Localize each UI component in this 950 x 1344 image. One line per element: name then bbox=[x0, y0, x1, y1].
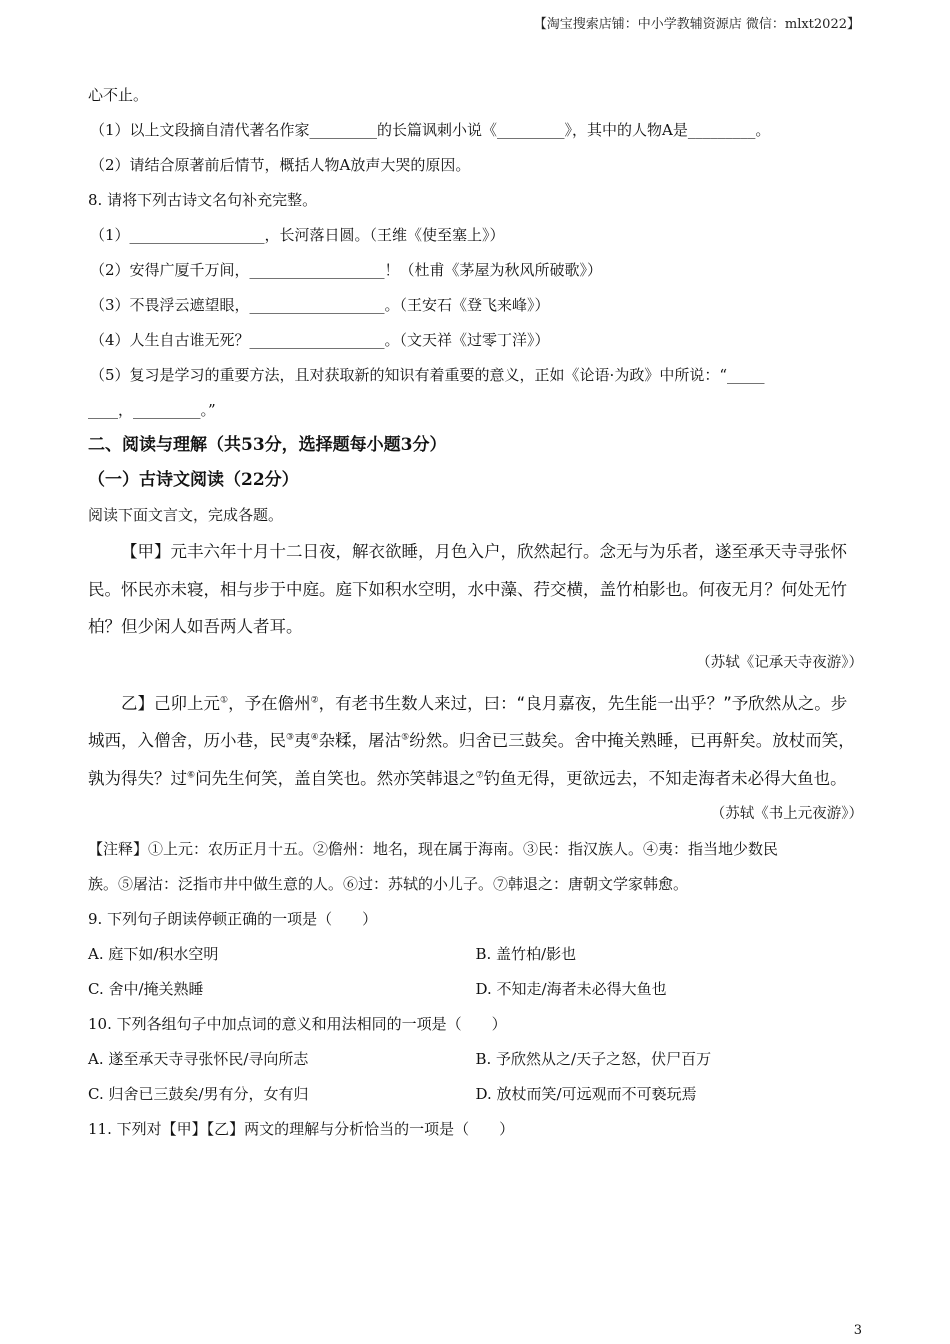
passage-b-text: 步城西，入僧舍，历小巷，民 bbox=[88, 693, 848, 750]
passage-a-source: （苏轼《记承天寺夜游》） bbox=[696, 654, 863, 671]
reading-instruction: 阅读下面文言文，完成各题。 bbox=[88, 506, 284, 524]
passage-b-text: ，予在儋州 bbox=[228, 693, 311, 713]
passage-b-source: （苏轼《书上元夜游》） bbox=[710, 806, 863, 822]
question-9-stem: 9. 下列句子朗读停顿正确的一项是（ ） bbox=[88, 910, 378, 928]
option-c: C. 归舍已三鼓矣/男有分，女有归 bbox=[88, 1085, 309, 1103]
option-a: A. 庭下如/积水空明 bbox=[88, 945, 219, 963]
notes-line: 【注释】①上元：农历正月十五。②儋州：地名，现在属于海南。③民：指汉族人。④夷：指当地少数民 bbox=[88, 840, 779, 858]
option-b: B. 盖竹柏/影也 bbox=[475, 945, 577, 963]
text-line: 心不止。 bbox=[88, 86, 149, 104]
question-9-options bbox=[88, 937, 863, 972]
passage-b-text: 问先生何笑，盖自笑也。然亦笑韩退之 bbox=[195, 768, 476, 788]
question-10-options bbox=[88, 1077, 863, 1112]
passage-b-text: 纷然。归舍已三鼓矣。舍中掩关熟睡，已再鼾矣。放杖而笑，孰为得失？过 bbox=[88, 731, 855, 788]
note-marker: ⑦ bbox=[475, 770, 484, 780]
page-header: 【淘宝搜索店铺：中小学教辅资源店 微信：mlxt2022】 bbox=[533, 17, 860, 32]
note-marker: ⑥ bbox=[187, 770, 196, 780]
question-10-stem: 10. 下列各组句子中加点词的意义和用法相同的一项是（ ） bbox=[88, 1015, 507, 1033]
page-number: 3 bbox=[853, 1323, 862, 1338]
option-d: D. 放杖而笑/可远观而不可亵玩焉 bbox=[475, 1085, 697, 1103]
question-11-stem: 11. 下列对【甲】【乙】两文的理解与分析恰当的一项是（ ） bbox=[88, 1120, 515, 1138]
passage-b-text: 乙】己卯上元 bbox=[121, 693, 220, 713]
note-marker: ③ bbox=[286, 732, 295, 743]
section-heading: 二、阅读与理解（共53分，选择题每小题3分） bbox=[88, 435, 447, 455]
question-8-5-continued: ____，_________。” bbox=[88, 401, 216, 419]
question-7-2: （2）请结合原著前后情节，概括人物A放声大哭的原因。 bbox=[90, 156, 471, 174]
question-9-options bbox=[88, 972, 863, 1007]
note-marker: ④ bbox=[310, 732, 319, 743]
option-c: C. 舍中/掩关熟睡 bbox=[88, 980, 204, 998]
notes-line: 族。⑤屠沽：泛指市井中做生意的人。⑥过：苏轼的小儿子。⑦韩退之：唐朝文学家韩愈。 bbox=[88, 875, 689, 893]
subsection-heading: （一）古诗文阅读（22分） bbox=[88, 470, 299, 490]
question-8-1: （1）__________________，长河落日圆。（王维《使至塞上》） bbox=[90, 226, 505, 244]
passage-b bbox=[88, 685, 863, 798]
document-body bbox=[88, 78, 863, 1147]
option-d: D. 不知走/海者未必得大鱼也 bbox=[475, 980, 667, 998]
question-8-3: （3）不畏浮云遮望眼，__________________。（王安石《登飞来峰》） bbox=[90, 296, 550, 314]
passage-b-text: ，有老书生数人来过，曰：“良月嘉夜，先生能一出乎？”予欣然从之。 bbox=[318, 693, 831, 713]
note-marker: ② bbox=[310, 695, 319, 705]
passage-b-text: 夷 bbox=[294, 731, 311, 750]
question-8-2: （2）安得广厦千万间，__________________！（杜甫《茅屋为秋风所破歌》） bbox=[90, 261, 603, 279]
note-marker: ① bbox=[220, 695, 229, 705]
question-8: 8. 请将下列古诗文名句补充完整。 bbox=[88, 191, 318, 209]
question-8-4: （4）人生自古谁无死？__________________。（文天祥《过零丁洋》） bbox=[90, 331, 550, 349]
passage-b-text: 杂糅，屠沽 bbox=[318, 731, 402, 750]
passage-a: 【甲】元丰六年十月十二日夜，解衣欲睡，月色入户，欣然起行。念无与为乐者，遂至承天寺寻张怀民。怀民亦未寝，相与步于中庭。庭下如积水空明，水中藻、荇交横，盖竹柏影也。何夜无月？何处无竹柏？但少闲人如吾两人者耳。 bbox=[88, 542, 847, 636]
passage-b-text: 钓鱼无得，更欲远去，不知走海者未必得大鱼也。 bbox=[483, 768, 847, 788]
option-a: A. 遂至承天寺寻张怀民/寻向所志 bbox=[88, 1050, 309, 1068]
question-10-options bbox=[88, 1042, 863, 1077]
question-7-1: （1）以上文段摘自清代著名作家_________的长篇讽刺小说《_________》，其中的人物A是_________。 bbox=[90, 121, 771, 139]
note-marker: ⑤ bbox=[401, 732, 410, 743]
option-b: B. 予欣然从之/天子之怒，伏尸百万 bbox=[475, 1050, 712, 1068]
question-8-5: （5）复习是学习的重要方法，且对获取新的知识有着重要的意义，正如《论语·为政》中所说：“_____ bbox=[90, 366, 765, 384]
